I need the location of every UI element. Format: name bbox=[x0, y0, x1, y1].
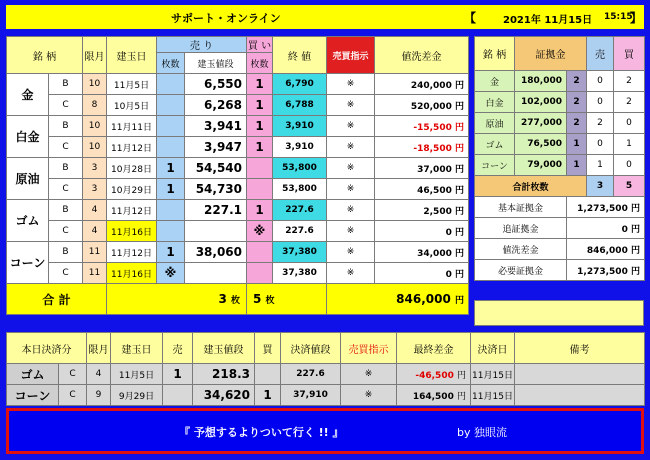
row-date: 11月5日 bbox=[107, 74, 157, 95]
row-sell-qty bbox=[157, 74, 185, 95]
row-inst: ※ bbox=[327, 221, 375, 242]
margin-count: 2 bbox=[567, 113, 587, 134]
table-row bbox=[7, 263, 469, 284]
row-month: 4 bbox=[83, 200, 107, 221]
summary-value: 846,000 円 bbox=[567, 239, 645, 260]
row-sell-qty: ※ bbox=[157, 263, 185, 284]
margin-summary-row bbox=[475, 197, 645, 218]
settle-buy bbox=[255, 364, 281, 385]
margin-total-label: 合計枚数 bbox=[475, 176, 587, 197]
row-sell-qty bbox=[157, 116, 185, 137]
row-date: 10月28日 bbox=[107, 158, 157, 179]
margin-buy: 2 bbox=[614, 71, 645, 92]
row-close: 6,788 bbox=[273, 95, 327, 116]
margin-col-kai: 買 bbox=[614, 37, 645, 71]
col-neara: 値洗差金 bbox=[375, 37, 469, 74]
row-close: 227.6 bbox=[273, 200, 327, 221]
margin-count: 2 bbox=[567, 92, 587, 113]
settle-name: コーン bbox=[7, 385, 59, 406]
row-buy-qty: ※ bbox=[247, 221, 273, 242]
row-sell-qty: 1 bbox=[157, 158, 185, 179]
settle-buy: 1 bbox=[255, 385, 281, 406]
commodity-name: コーン bbox=[7, 242, 49, 284]
row-month: 11 bbox=[83, 263, 107, 284]
settle-inst: ※ bbox=[341, 385, 397, 406]
row-type: B bbox=[49, 158, 83, 179]
margin-sell: 0 bbox=[587, 92, 614, 113]
row-close: 6,790 bbox=[273, 74, 327, 95]
margin-row bbox=[475, 71, 645, 92]
row-inst: ※ bbox=[327, 179, 375, 200]
settle-col-biko: 備考 bbox=[515, 333, 645, 364]
col-uri-maisu: 枚数 bbox=[157, 53, 185, 74]
settle-price: 218.3 bbox=[193, 364, 255, 385]
row-type: B bbox=[49, 116, 83, 137]
row-close: 227.6 bbox=[273, 221, 327, 242]
total-buy: 5 枚 bbox=[247, 284, 327, 315]
margin-name: 原油 bbox=[475, 113, 515, 134]
row-type: C bbox=[49, 137, 83, 158]
col-tatene: 建玉値段 bbox=[185, 53, 247, 74]
summary-label: 必要証拠金 bbox=[475, 260, 567, 281]
row-month: 10 bbox=[83, 137, 107, 158]
total-diff: 846,000 円 bbox=[327, 284, 469, 315]
row-diff: 0 円 bbox=[375, 263, 469, 284]
margin-name: ゴム bbox=[475, 134, 515, 155]
row-diff: 37,000 円 bbox=[375, 158, 469, 179]
settle-price: 34,620 bbox=[193, 385, 255, 406]
row-date: 11月16日 bbox=[107, 263, 157, 284]
settle-col-baibai: 売買指示 bbox=[341, 333, 397, 364]
row-buy-qty: 1 bbox=[247, 95, 273, 116]
row-buy-qty: 1 bbox=[247, 116, 273, 137]
row-price: 6,550 bbox=[185, 74, 247, 95]
col-kai: 買 い bbox=[247, 37, 273, 53]
settle-sell: 1 bbox=[163, 364, 193, 385]
row-sell-qty: 1 bbox=[157, 179, 185, 200]
row-diff: 34,000 円 bbox=[375, 242, 469, 263]
settle-type: C bbox=[59, 385, 87, 406]
settle-sell bbox=[163, 385, 193, 406]
settle-col-tateyoubi: 建玉日 bbox=[111, 333, 163, 364]
settle-row bbox=[7, 364, 645, 385]
table-row bbox=[7, 242, 469, 263]
row-date: 10月29日 bbox=[107, 179, 157, 200]
col-meigara: 銘 柄 bbox=[7, 37, 83, 74]
row-price: 54,730 bbox=[185, 179, 247, 200]
table-row bbox=[7, 74, 469, 95]
row-close: 53,800 bbox=[273, 158, 327, 179]
row-diff: 0 円 bbox=[375, 221, 469, 242]
margin-count: 1 bbox=[567, 134, 587, 155]
row-sell-qty bbox=[157, 200, 185, 221]
row-price: 38,060 bbox=[185, 242, 247, 263]
row-inst: ※ bbox=[327, 116, 375, 137]
margin-amount: 180,000 bbox=[515, 71, 567, 92]
settle-date: 11月5日 bbox=[111, 364, 163, 385]
settle-month: 9 bbox=[87, 385, 111, 406]
settle-final: -46,500 円 bbox=[397, 364, 471, 385]
margin-amount: 76,500 bbox=[515, 134, 567, 155]
table-row bbox=[7, 95, 469, 116]
row-month: 4 bbox=[83, 221, 107, 242]
settle-table bbox=[6, 332, 645, 406]
row-close: 37,380 bbox=[273, 263, 327, 284]
row-diff: 520,000 円 bbox=[375, 95, 469, 116]
margin-col-meigara: 銘 柄 bbox=[475, 37, 515, 71]
settle-col-kai: 買 bbox=[255, 333, 281, 364]
settle-sdate: 11月15日 bbox=[471, 364, 515, 385]
table-row bbox=[7, 137, 469, 158]
row-price: 3,941 bbox=[185, 116, 247, 137]
slogan-text: 『 予想するよりついて行く !! 』 bbox=[179, 426, 344, 439]
date-bracket-open: 【 bbox=[464, 11, 477, 25]
settle-date: 9月29日 bbox=[111, 385, 163, 406]
row-date: 11月12日 bbox=[107, 242, 157, 263]
settle-final: 164,500 円 bbox=[397, 385, 471, 406]
row-inst: ※ bbox=[327, 158, 375, 179]
row-inst: ※ bbox=[327, 200, 375, 221]
row-type: C bbox=[49, 95, 83, 116]
settle-col-kessaine: 決済値段 bbox=[281, 333, 341, 364]
margin-amount: 102,000 bbox=[515, 92, 567, 113]
row-month: 10 bbox=[83, 116, 107, 137]
col-baibai: 売買指示 bbox=[327, 37, 375, 74]
row-buy-qty: 1 bbox=[247, 137, 273, 158]
margin-row bbox=[475, 113, 645, 134]
col-gengetsu: 限月 bbox=[83, 37, 107, 74]
row-inst: ※ bbox=[327, 263, 375, 284]
margin-filler bbox=[474, 300, 644, 326]
row-type: B bbox=[49, 242, 83, 263]
row-buy-qty bbox=[247, 263, 273, 284]
row-month: 3 bbox=[83, 179, 107, 200]
row-diff: 240,000 円 bbox=[375, 74, 469, 95]
margin-summary-row bbox=[475, 239, 645, 260]
settle-name: ゴム bbox=[7, 364, 59, 385]
commodity-name: 金 bbox=[7, 74, 49, 116]
margin-count: 2 bbox=[567, 71, 587, 92]
row-buy-qty: 1 bbox=[247, 74, 273, 95]
col-owarine: 終 値 bbox=[273, 37, 327, 74]
row-month: 3 bbox=[83, 158, 107, 179]
margin-row bbox=[475, 92, 645, 113]
margin-summary-row bbox=[475, 218, 645, 239]
commodity-name: 白金 bbox=[7, 116, 49, 158]
margin-row bbox=[475, 134, 645, 155]
row-buy-qty bbox=[247, 242, 273, 263]
app-title: サポート・オンライン bbox=[171, 12, 281, 25]
margin-sell: 2 bbox=[587, 113, 614, 134]
margin-amount: 79,000 bbox=[515, 155, 567, 176]
slogan-banner bbox=[6, 408, 644, 454]
settle-sdate: 11月15日 bbox=[471, 385, 515, 406]
settle-col-saishu: 最終差金 bbox=[397, 333, 471, 364]
row-sell-qty bbox=[157, 95, 185, 116]
row-price bbox=[185, 263, 247, 284]
row-date: 11月12日 bbox=[107, 137, 157, 158]
summary-label: 追証拠金 bbox=[475, 218, 567, 239]
row-price: 3,947 bbox=[185, 137, 247, 158]
settle-inst: ※ bbox=[341, 364, 397, 385]
margin-buy: 2 bbox=[614, 92, 645, 113]
row-buy-qty bbox=[247, 179, 273, 200]
row-diff: -15,500 円 bbox=[375, 116, 469, 137]
table-row bbox=[7, 116, 469, 137]
row-buy-qty bbox=[247, 158, 273, 179]
table-row bbox=[7, 179, 469, 200]
settle-col-tatene: 建玉値段 bbox=[193, 333, 255, 364]
margin-buy: 0 bbox=[614, 113, 645, 134]
margin-name: 金 bbox=[475, 71, 515, 92]
settle-note bbox=[515, 364, 645, 385]
margin-amount: 277,000 bbox=[515, 113, 567, 134]
settle-col-gengetsu: 限月 bbox=[87, 333, 111, 364]
margin-sell: 1 bbox=[587, 155, 614, 176]
row-price: 6,268 bbox=[185, 95, 247, 116]
table-row bbox=[7, 158, 469, 179]
margin-summary-row bbox=[475, 260, 645, 281]
margin-sell: 0 bbox=[587, 134, 614, 155]
margin-total-sell: 3 bbox=[587, 176, 614, 197]
row-sell-qty bbox=[157, 221, 185, 242]
row-sell-qty bbox=[157, 137, 185, 158]
total-sell: 3 枚 bbox=[107, 284, 247, 315]
row-type: B bbox=[49, 200, 83, 221]
col-kai-maisu: 枚数 bbox=[247, 53, 273, 74]
row-price: 227.1 bbox=[185, 200, 247, 221]
settle-month: 4 bbox=[87, 364, 111, 385]
settle-col-uri: 売 bbox=[163, 333, 193, 364]
row-inst: ※ bbox=[327, 95, 375, 116]
settle-row bbox=[7, 385, 645, 406]
margin-sell: 0 bbox=[587, 71, 614, 92]
settle-value: 37,910 bbox=[281, 385, 341, 406]
row-close: 37,380 bbox=[273, 242, 327, 263]
row-inst: ※ bbox=[327, 74, 375, 95]
slogan-author: by 独眼流 bbox=[457, 426, 507, 439]
settle-note bbox=[515, 385, 645, 406]
margin-count: 1 bbox=[567, 155, 587, 176]
row-month: 8 bbox=[83, 95, 107, 116]
settle-value: 227.6 bbox=[281, 364, 341, 385]
margin-name: コーン bbox=[475, 155, 515, 176]
commodity-name: 原油 bbox=[7, 158, 49, 200]
row-sell-qty: 1 bbox=[157, 242, 185, 263]
row-type: C bbox=[49, 221, 83, 242]
row-date: 11月11日 bbox=[107, 116, 157, 137]
date-bracket-close: 】 bbox=[630, 11, 643, 25]
table-row bbox=[7, 221, 469, 242]
settle-col-kessaibi: 決済日 bbox=[471, 333, 515, 364]
row-inst: ※ bbox=[327, 242, 375, 263]
row-price bbox=[185, 221, 247, 242]
current-date: 2021年 11月15日 bbox=[503, 15, 593, 26]
row-type: B bbox=[49, 74, 83, 95]
row-type: C bbox=[49, 263, 83, 284]
summary-value: 0 円 bbox=[567, 218, 645, 239]
table-row bbox=[7, 200, 469, 221]
row-diff: 46,500 円 bbox=[375, 179, 469, 200]
col-uri: 売 り bbox=[157, 37, 247, 53]
header-bar bbox=[6, 5, 644, 29]
current-time: 15:15 bbox=[604, 12, 633, 22]
summary-value: 1,273,500 円 bbox=[567, 260, 645, 281]
row-diff: -18,500 円 bbox=[375, 137, 469, 158]
summary-label: 基本証拠金 bbox=[475, 197, 567, 218]
positions-table bbox=[6, 36, 469, 315]
row-price: 54,540 bbox=[185, 158, 247, 179]
row-buy-qty: 1 bbox=[247, 200, 273, 221]
row-type: C bbox=[49, 179, 83, 200]
summary-label: 値洗差金 bbox=[475, 239, 567, 260]
row-month: 11 bbox=[83, 242, 107, 263]
margin-row bbox=[475, 155, 645, 176]
row-inst: ※ bbox=[327, 137, 375, 158]
margin-total-row bbox=[475, 176, 645, 197]
settle-type: C bbox=[59, 364, 87, 385]
settle-col-kessai: 本日決済分 bbox=[7, 333, 87, 364]
margin-name: 白金 bbox=[475, 92, 515, 113]
margin-buy: 0 bbox=[614, 155, 645, 176]
margin-total-buy: 5 bbox=[614, 176, 645, 197]
row-close: 3,910 bbox=[273, 116, 327, 137]
row-month: 10 bbox=[83, 74, 107, 95]
margin-col-shokokin: 証拠金 bbox=[515, 37, 587, 71]
margin-table bbox=[474, 36, 645, 281]
col-tateyoubi: 建玉日 bbox=[107, 37, 157, 74]
row-diff: 2,500 円 bbox=[375, 200, 469, 221]
row-date: 10月5日 bbox=[107, 95, 157, 116]
row-close: 53,800 bbox=[273, 179, 327, 200]
row-date: 11月12日 bbox=[107, 200, 157, 221]
summary-value: 1,273,500 円 bbox=[567, 197, 645, 218]
total-label: 合 計 bbox=[7, 284, 107, 315]
row-close: 3,910 bbox=[273, 137, 327, 158]
total-row bbox=[7, 284, 469, 315]
row-date: 11月16日 bbox=[107, 221, 157, 242]
margin-buy: 1 bbox=[614, 134, 645, 155]
margin-col-uri: 売 bbox=[587, 37, 614, 71]
commodity-name: ゴム bbox=[7, 200, 49, 242]
